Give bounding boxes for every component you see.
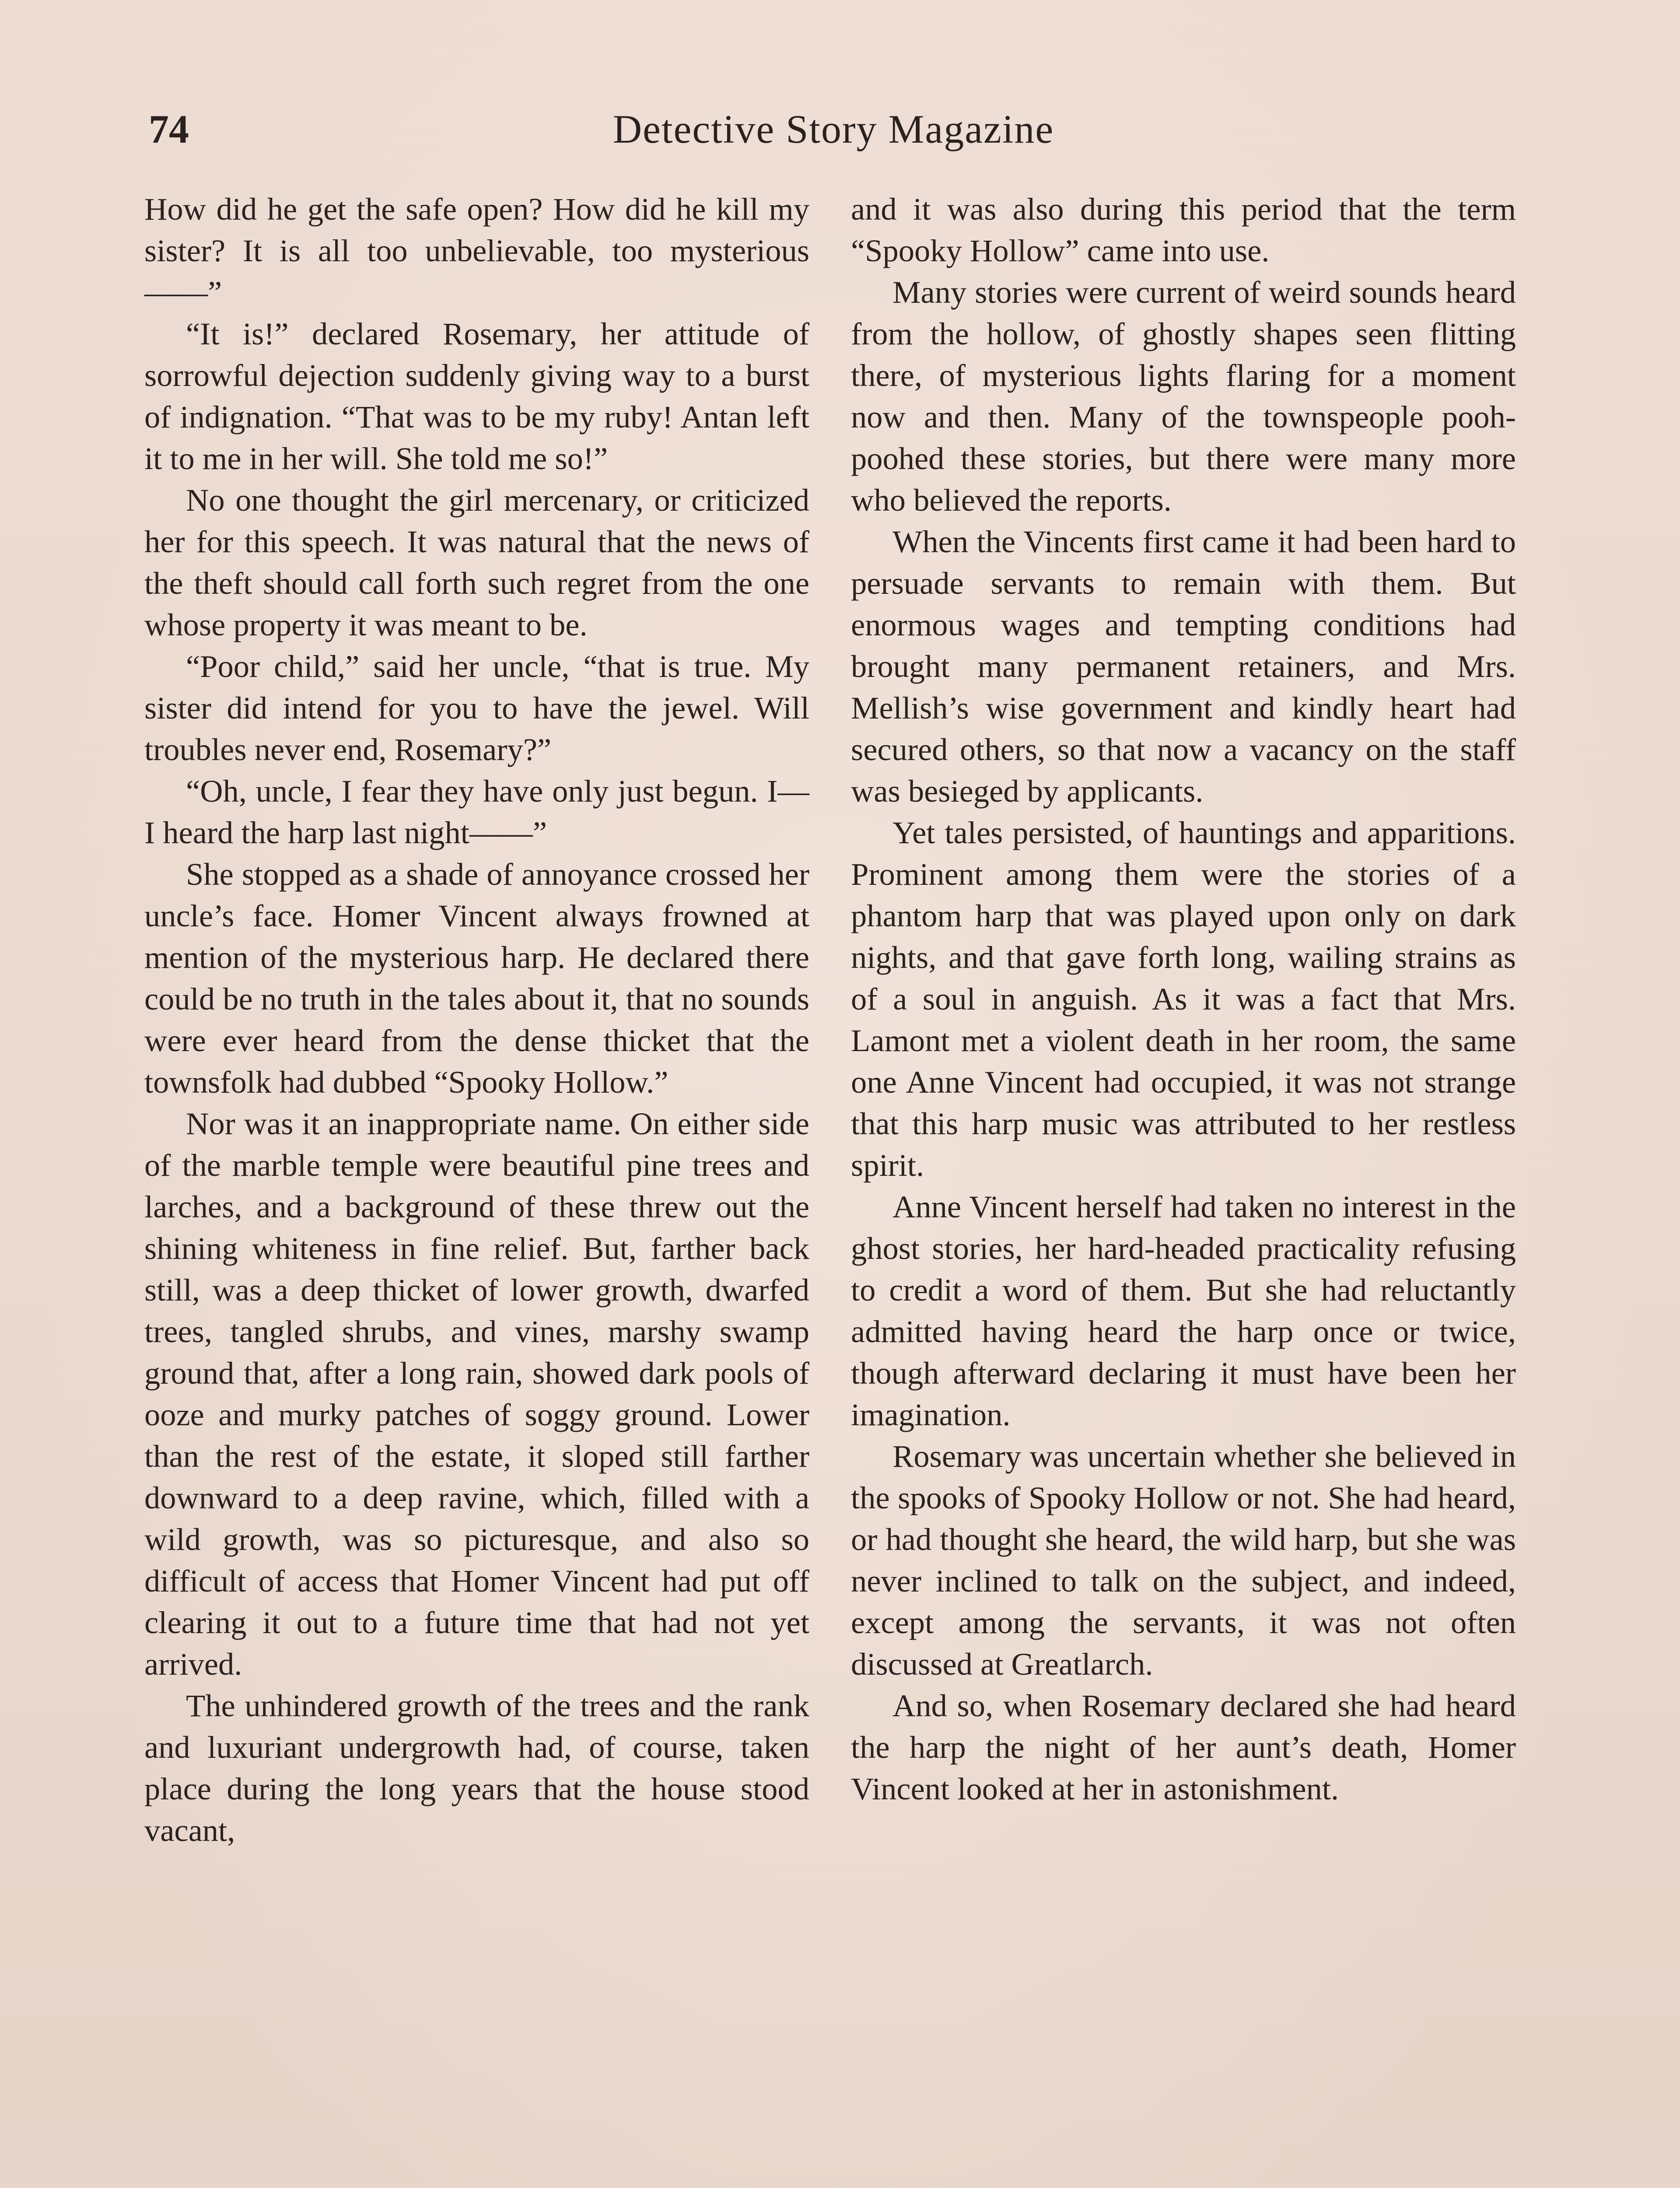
magazine-title: Detective Story Magazine <box>612 107 1054 151</box>
page-header <box>149 101 1518 158</box>
paragraph: Many stories were current of weird sounds heard from the hollow, of ghostly shapes seen flitting there, of mysterious lights flaring for a moment now and then. Many of the townspeople pooh-poohed these stories, but there were many more who believed the reports. <box>851 274 1516 518</box>
paragraph: Nor was it an inappropriate name. On either side of the marble temple were beautiful pine trees and larches, and a background of these threw out the shining whiteness in fine relief. But, farther back still, was a deep thicket of lower growth, dwarfed trees, tangled shrubs, and vines, marshy swamp ground that, after a long rain, showed dark pools of ooze and murky patches of soggy ground. Lower than the rest of the estate, it sloped still farther downward to a deep ravine, which, filled with a wild growth, was so picturesque, and also so difficult of access that Homer Vincent had put off clearing it out to a future time that had not yet arrived. <box>144 1106 809 1682</box>
paragraph: and it was also during this period that the term “Spooky Hollow” came into use. <box>851 191 1516 268</box>
paragraph: Rosemary was uncertain whether she believed in the spooks of Spooky Hollow or not. She had heard, or had thought she heard, the wild harp, but she was never inclined to talk on the subject, and indeed, except among the servants, it was not often discussed at Greatlarch. <box>851 1438 1516 1682</box>
paragraph: When the Vincents first came it had been hard to persuade servants to remain with them. But enormous wages and tempting conditions had brought many permanent retainers, and Mrs. Mellish’s wise government and kindly heart had secured others, so that now a vacancy on the staff was besieged by applicants. <box>851 524 1516 809</box>
paragraph: No one thought the girl mercenary, or criticized her for this speech. It was natural that the news of the theft should call forth such regret from the one whose property it was meant to be. <box>144 482 809 642</box>
paragraph: “Poor child,” said her uncle, “that is true. My sister did intend for you to have the jewel. Will troubles never end, Rosemary?” <box>144 649 809 767</box>
paragraph: How did he get the safe open? How did he kill my sister? It is all too unbelievable, too mysterious——” <box>144 191 809 310</box>
paragraph: And so, when Rosemary declared she had heard the harp the night of her aunt’s death, Homer Vincent looked at her in astonishment. <box>851 1688 1516 1806</box>
paragraph: The unhindered growth of the trees and the rank and luxuriant undergrowth had, of course, taken place during the long years that the house stood vacant, <box>144 1688 809 1848</box>
right-column <box>851 188 1516 1809</box>
left-column <box>144 188 809 1851</box>
paragraph: Anne Vincent herself had taken no interest in the ghost stories, her hard-headed practicality refusing to credit a word of them. But she had reluctantly admitted having heard the harp once or twice, though afterward declaring it must have been her imagination. <box>851 1189 1516 1432</box>
paragraph: She stopped as a shade of annoyance crossed her uncle’s face. Homer Vincent always frowned at mention of the mysterious harp. He declared there could be no truth in the tales about it, that no sounds were ever heard from the dense thicket that the townsfolk had dubbed “Spooky Hollow.” <box>144 856 809 1100</box>
paragraph: Yet tales persisted, of hauntings and apparitions. Prominent among them were the stories of a phantom harp that was played upon only on dark nights, and that gave forth long, wailing strains as of a soul in anguish. As it was a fact that Mrs. Lamont met a violent death in her room, the same one Anne Vincent had occupied, it was not strange that this harp music was attributed to her restless spirit. <box>851 815 1516 1183</box>
paragraph: “It is!” declared Rosemary, her attitude of sorrowful dejection suddenly giving way to a burst of indignation. “That was to be my ruby! Antan left it to me in her will. She told me so!” <box>144 316 809 476</box>
paragraph: “Oh, uncle, I fear they have only just begun. I—I heard the harp last night——” <box>144 773 809 850</box>
page-number: 74 <box>149 107 189 151</box>
